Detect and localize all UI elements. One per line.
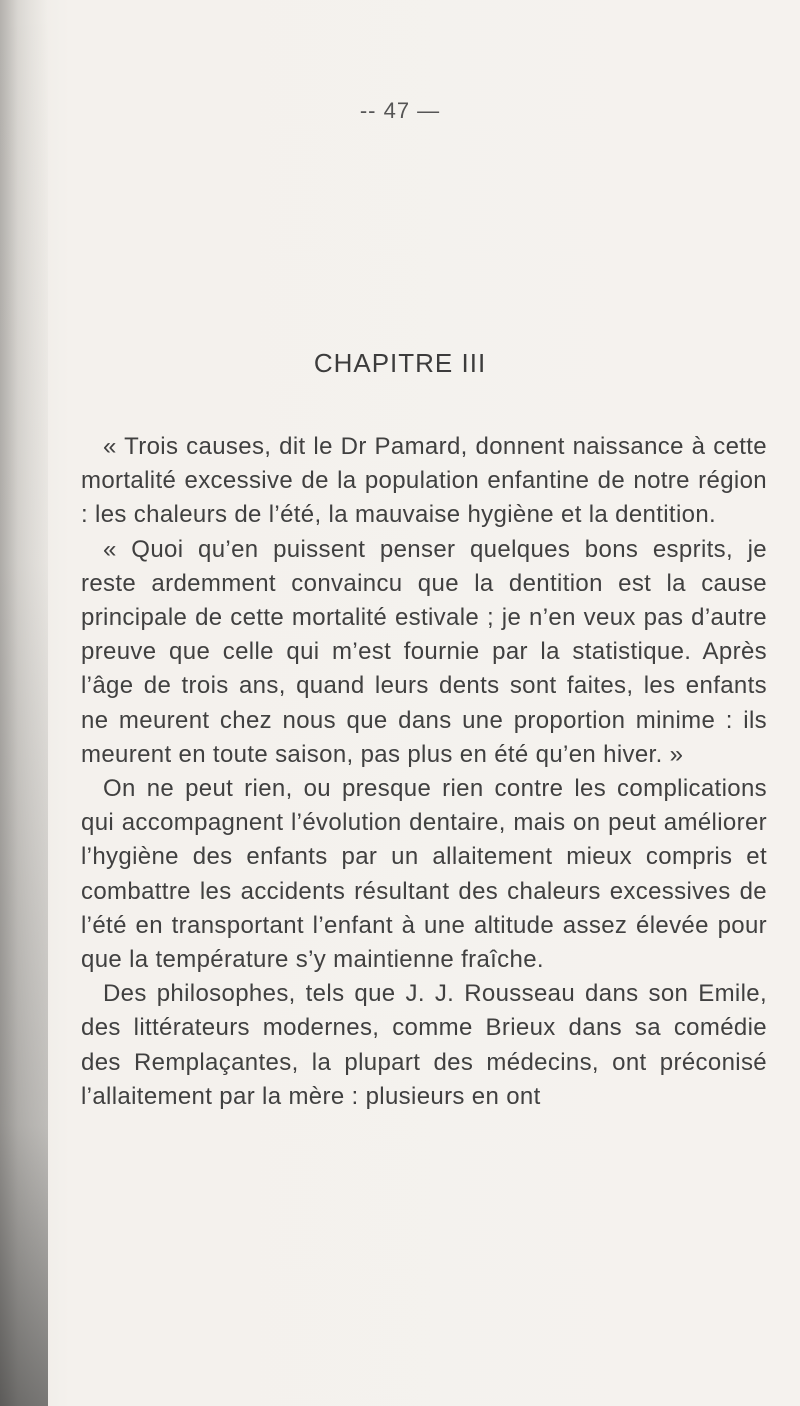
page-binding-shadow — [0, 0, 48, 1406]
paragraph-4: Des philosophes, tels que J. J. Rousseau dans son Emile, des littérateurs modernes, comme Brieux dans sa comédie des Remplaçantes, la plupart des médecins, ont préconisé l’allaitement par la mère : plusieurs en ont — [81, 980, 767, 1110]
paragraph-3: On ne peut rien, ou presque rien contre les complications qui accompagnent l’évolution dentaire, mais on peut améliorer l’hygiène des enfants par un allaitement mieux compris et combattre les accidents résultant des chaleurs excessives de l’été en transportant l’enfant à une altitude assez élevée pour que la température s’y maintienne fraîche. — [81, 775, 767, 974]
chapter-title: CHAPITRE III — [313, 348, 487, 378]
page-number: -- 47 — — [359, 98, 441, 123]
paragraph-2: « Quoi qu’en puissent penser quelques bons esprits, je reste ardemment convaincu que la dentition est la cause principale de cette mortalité estivale ; je n’en veux pas d’autre preuve que celle qui m’est fournie par la statistique. Après l’âge de trois ans, quand leurs dents sont faites, les enfants ne meurent chez nous que dans une proportion minime : ils meurent en toute saison, pas plus en été qu’en hiver. » — [81, 535, 767, 768]
paragraph-1: « Trois causes, dit le Dr Pamard, donnent naissance à cette mortalité excessive de la population enfantine de notre région : les chaleurs de l’été, la mauvaise hygiène et la dentition. — [81, 433, 767, 529]
body-text — [81, 430, 767, 1114]
